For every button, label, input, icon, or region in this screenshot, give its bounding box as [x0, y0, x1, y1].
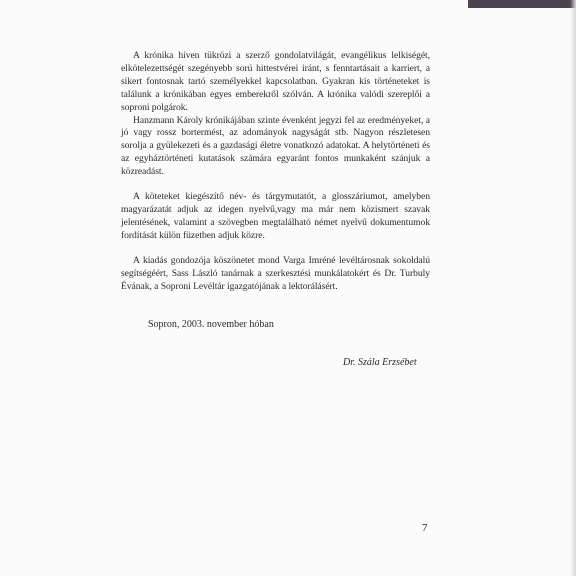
paragraph-index-glossary: A köteteket kiegészítő név- és tárgymutatót, a glosszáriumot, amelyben magyarázatát adjuk az idegen nyelvű,vagy ma már nem közismert szavak jelentésének, valamint a szövegben megtalálható német nyelvű dokumentumok fordítását külön füzetben adjuk közre. — [121, 191, 430, 241]
paragraph-gap — [121, 243, 430, 255]
page-number: 7 — [422, 522, 428, 534]
body-text — [121, 50, 430, 293]
paragraph-acknowledgements: A kiadás gondozója köszönetet mond Varga Imréné levéltárosnak sokoldalú segítségéért, Sass László tanárnak a szerkesztési munkálatokért és Dr. Turbuly Évának, a Soproni Levéltár igazgatójának a lektorálásért. — [121, 254, 430, 292]
date-line: Sopron, 2003. november hóban — [148, 319, 274, 330]
paragraph-gap — [121, 179, 430, 191]
page-edge-strip — [468, 0, 576, 8]
page-edge-shadow — [570, 0, 576, 576]
paragraph-chronicle-worldview: A krónika híven tükrözi a szerző gondolatvilágát, evangélikus lelkiségét, elkötelezettségét szegényebb sorú hittestvérei iránt, s fenntartásait a karriert, a sikert fontosnak tartó személyekkel kapcsolatban. Gyakran kis történeteket is találunk a krónikában egyes emberekről szólván. A krónika valódi szereplői a soproni polgárok. — [121, 50, 430, 113]
author-signature: Dr. Szála Erzsébet — [343, 357, 417, 368]
paragraph-hanzmann-records: Hanzmann Károly krónikájában szinte évenként jegyzi fel az eredményeket, a jó vagy rossz bortermést, az adományok nagyságát stb. Nagyon részletesen sorolja a gyülekezeti és a gazdasági életre vonatkozó adatokat. A helytörténeti és az egyháztörténeti kutatások számára egyaránt fontos munkaként szánjuk a közreadást. — [121, 114, 430, 178]
